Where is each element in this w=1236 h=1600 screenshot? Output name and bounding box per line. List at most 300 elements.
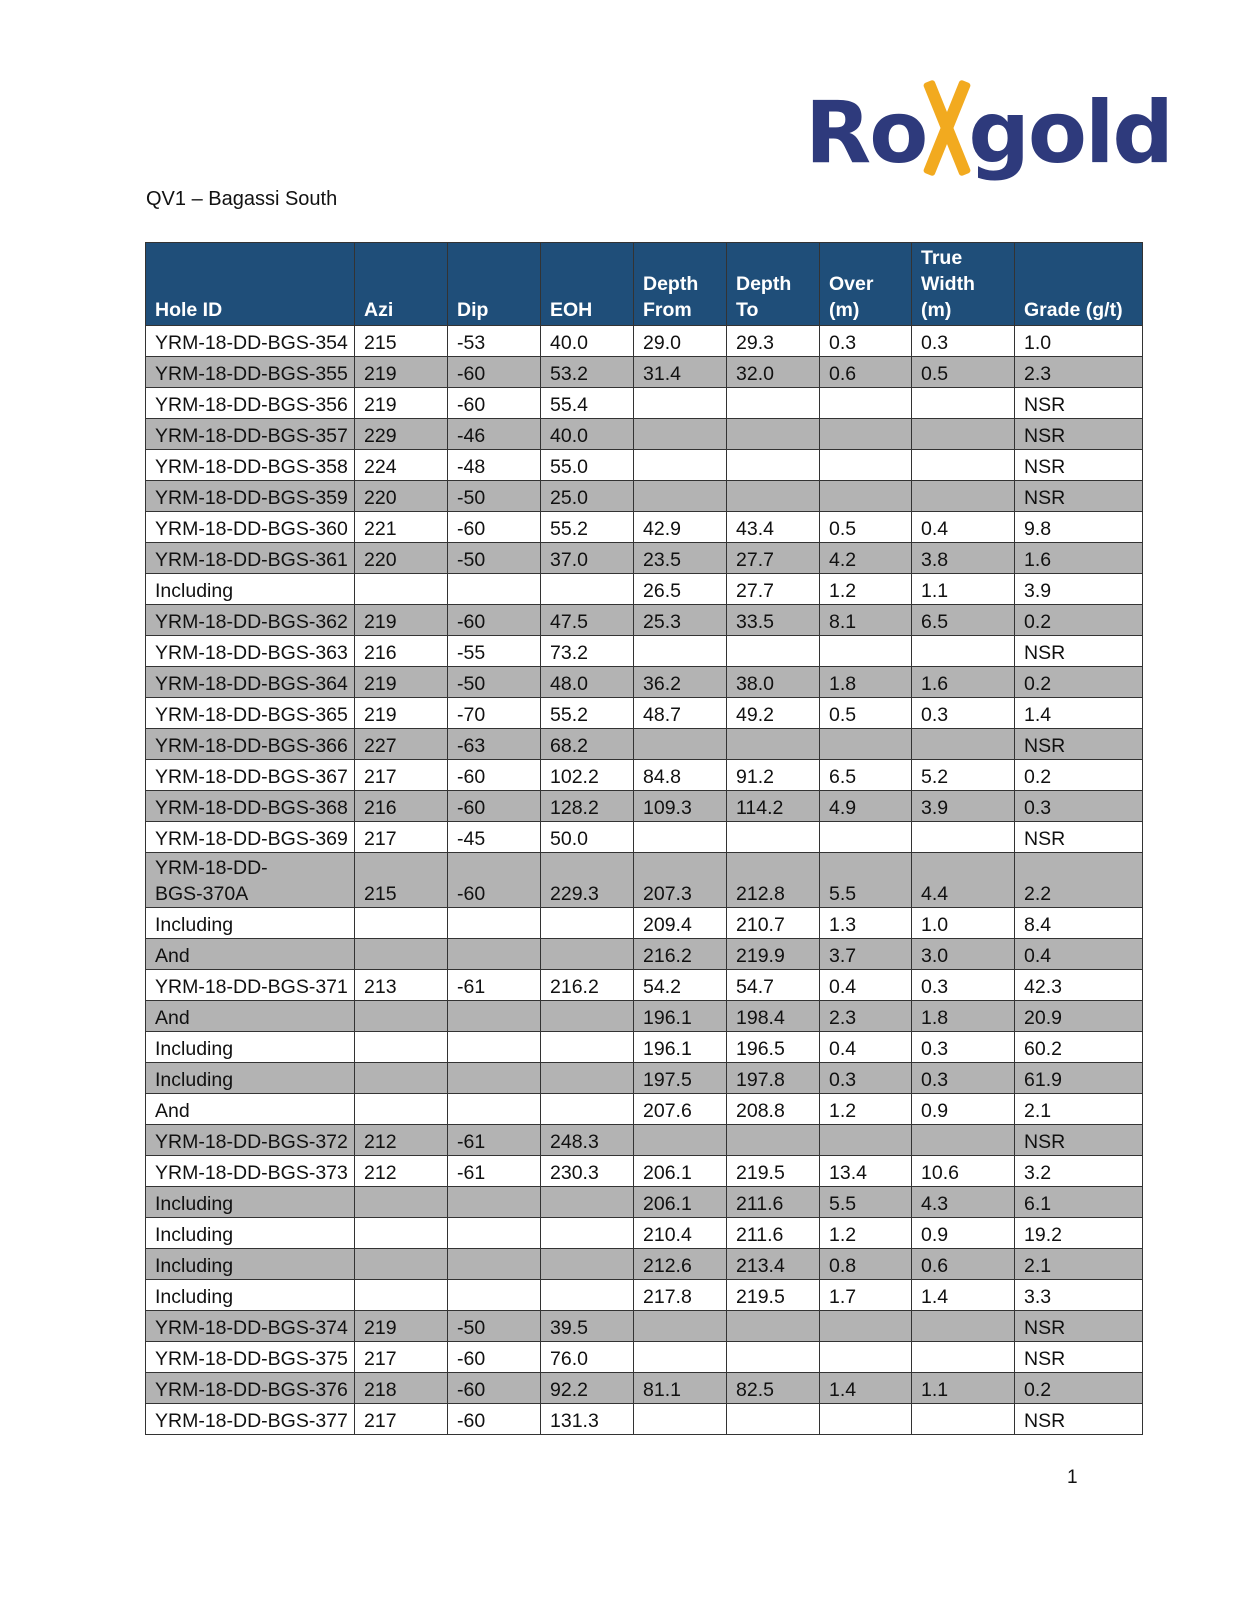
cell-depth-from: [634, 1404, 727, 1435]
cell-dip: [448, 908, 541, 939]
table-row: [146, 357, 1143, 388]
cell-dip: -60: [448, 388, 541, 419]
cell-true-width: [912, 1311, 1015, 1342]
cell-true-width: 4.3: [912, 1187, 1015, 1218]
cell-azi: [355, 1218, 448, 1249]
cell-grade: NSR: [1015, 636, 1143, 667]
cell-eoh: 55.2: [541, 698, 634, 729]
cell-depth-to: 38.0: [727, 667, 820, 698]
cell-grade: 0.2: [1015, 1373, 1143, 1404]
cell-over: [820, 636, 912, 667]
table-header-row: [146, 243, 1143, 326]
cell-true-width: 0.3: [912, 326, 1015, 357]
cell-depth-to: 219.9: [727, 939, 820, 970]
cell-depth-from: 197.5: [634, 1063, 727, 1094]
cell-eoh: [541, 1187, 634, 1218]
cell-depth-to: [727, 1311, 820, 1342]
cell-eoh: 248.3: [541, 1125, 634, 1156]
table-row: [146, 939, 1143, 970]
cell-true-width: 0.3: [912, 1032, 1015, 1063]
cell-eoh: 25.0: [541, 481, 634, 512]
cell-over: [820, 481, 912, 512]
cell-azi: [355, 1094, 448, 1125]
cell-azi: [355, 1249, 448, 1280]
cell-depth-to: [727, 388, 820, 419]
header-true-width: True Width (m): [912, 243, 1015, 326]
cell-dip: -50: [448, 543, 541, 574]
table-row: [146, 1280, 1143, 1311]
header-grade: Grade (g/t): [1015, 243, 1143, 326]
cell-grade: 19.2: [1015, 1218, 1143, 1249]
cell-grade: 60.2: [1015, 1032, 1143, 1063]
cell-hole-id: Including: [146, 574, 355, 605]
cell-azi: 219: [355, 1311, 448, 1342]
cell-grade: 0.2: [1015, 667, 1143, 698]
cell-dip: -63: [448, 729, 541, 760]
cell-dip: -60: [448, 1404, 541, 1435]
cell-eoh: 40.0: [541, 419, 634, 450]
cell-over: 1.4: [820, 1373, 912, 1404]
table-row: [146, 853, 1143, 908]
cell-depth-from: 48.7: [634, 698, 727, 729]
cell-azi: 216: [355, 791, 448, 822]
cell-depth-from: 23.5: [634, 543, 727, 574]
cell-depth-to: 114.2: [727, 791, 820, 822]
cell-over: [820, 1125, 912, 1156]
cell-azi: [355, 939, 448, 970]
cell-hole-id: And: [146, 1001, 355, 1032]
cell-true-width: 0.3: [912, 1063, 1015, 1094]
header-eoh: EOH: [541, 243, 634, 326]
cell-eoh: [541, 1032, 634, 1063]
cell-depth-from: 109.3: [634, 791, 727, 822]
cell-over: 1.3: [820, 908, 912, 939]
cell-hole-id: Including: [146, 1218, 355, 1249]
cell-depth-to: 196.5: [727, 1032, 820, 1063]
cell-depth-to: [727, 1404, 820, 1435]
cell-hole-id: YRM-18-DD-BGS-359: [146, 481, 355, 512]
cell-grade: 6.1: [1015, 1187, 1143, 1218]
cell-eoh: 55.4: [541, 388, 634, 419]
cell-depth-to: 29.3: [727, 326, 820, 357]
cell-depth-to: 49.2: [727, 698, 820, 729]
cell-hole-id: YRM-18-DD-BGS-354: [146, 326, 355, 357]
cell-grade: NSR: [1015, 1404, 1143, 1435]
table-row: [146, 388, 1143, 419]
cell-depth-from: 212.6: [634, 1249, 727, 1280]
cell-over: 1.2: [820, 1094, 912, 1125]
cell-grade: NSR: [1015, 388, 1143, 419]
cell-depth-to: 219.5: [727, 1156, 820, 1187]
cell-hole-id: YRM-18-DD-BGS-371: [146, 970, 355, 1001]
cell-azi: 219: [355, 605, 448, 636]
cell-eoh: 230.3: [541, 1156, 634, 1187]
cell-over: 0.4: [820, 1032, 912, 1063]
logo-text-gold: gold: [968, 83, 1172, 183]
cell-true-width: 1.1: [912, 1373, 1015, 1404]
cell-over: 0.8: [820, 1249, 912, 1280]
cell-azi: [355, 1032, 448, 1063]
cell-hole-id: YRM-18-DD-BGS-355: [146, 357, 355, 388]
cell-dip: -61: [448, 1125, 541, 1156]
cell-true-width: [912, 419, 1015, 450]
cell-dip: [448, 574, 541, 605]
cell-eoh: [541, 908, 634, 939]
cell-depth-from: 54.2: [634, 970, 727, 1001]
cell-grade: 42.3: [1015, 970, 1143, 1001]
table-row: [146, 822, 1143, 853]
table-row: [146, 1373, 1143, 1404]
cell-grade: 9.8: [1015, 512, 1143, 543]
cell-azi: 219: [355, 667, 448, 698]
header-depth-from: Depth From: [634, 243, 727, 326]
cell-over: 0.3: [820, 326, 912, 357]
cell-grade: 2.1: [1015, 1094, 1143, 1125]
cell-grade: 20.9: [1015, 1001, 1143, 1032]
cell-dip: -53: [448, 326, 541, 357]
cell-dip: [448, 939, 541, 970]
cell-hole-id: YRM-18-DD-BGS-369: [146, 822, 355, 853]
cell-depth-to: [727, 1125, 820, 1156]
cell-eoh: 229.3: [541, 853, 634, 908]
cell-eoh: 216.2: [541, 970, 634, 1001]
cell-over: 6.5: [820, 760, 912, 791]
cell-grade: 3.3: [1015, 1280, 1143, 1311]
cell-dip: -60: [448, 791, 541, 822]
cell-depth-to: 219.5: [727, 1280, 820, 1311]
table-row: [146, 760, 1143, 791]
table-row: [146, 908, 1143, 939]
cell-over: 0.4: [820, 970, 912, 1001]
cell-hole-id: Including: [146, 1032, 355, 1063]
table-row: [146, 1187, 1143, 1218]
cell-eoh: [541, 1280, 634, 1311]
cell-over: [820, 729, 912, 760]
cell-grade: NSR: [1015, 1125, 1143, 1156]
header-azi: Azi: [355, 243, 448, 326]
cell-depth-from: 196.1: [634, 1032, 727, 1063]
cell-dip: [448, 1001, 541, 1032]
cell-over: 1.8: [820, 667, 912, 698]
cell-dip: -45: [448, 822, 541, 853]
cell-true-width: 6.5: [912, 605, 1015, 636]
cell-hole-id: YRM-18-DD-BGS-356: [146, 388, 355, 419]
cell-hole-id: YRM-18-DD-BGS-372: [146, 1125, 355, 1156]
section-title: QV1 – Bagassi South: [146, 188, 338, 210]
table-row: [146, 1249, 1143, 1280]
table-body: [146, 326, 1143, 1435]
table-row: [146, 1032, 1143, 1063]
cell-dip: -61: [448, 970, 541, 1001]
cell-depth-from: 31.4: [634, 357, 727, 388]
cell-depth-from: 26.5: [634, 574, 727, 605]
table-row: [146, 1001, 1143, 1032]
cell-azi: [355, 1001, 448, 1032]
cell-depth-to: [727, 1342, 820, 1373]
cell-depth-to: 212.8: [727, 853, 820, 908]
cell-true-width: 1.8: [912, 1001, 1015, 1032]
cell-depth-from: 207.6: [634, 1094, 727, 1125]
cell-dip: [448, 1032, 541, 1063]
cell-true-width: 1.4: [912, 1280, 1015, 1311]
table-row: [146, 698, 1143, 729]
table-row: [146, 543, 1143, 574]
cell-true-width: [912, 1404, 1015, 1435]
cell-azi: [355, 574, 448, 605]
cell-grade: 0.2: [1015, 760, 1143, 791]
table-row: [146, 729, 1143, 760]
cell-eoh: 102.2: [541, 760, 634, 791]
cell-dip: [448, 1187, 541, 1218]
cell-dip: -50: [448, 1311, 541, 1342]
cell-depth-from: 210.4: [634, 1218, 727, 1249]
header-hole-id: Hole ID: [146, 243, 355, 326]
cell-dip: -50: [448, 481, 541, 512]
table-row: [146, 326, 1143, 357]
cell-depth-from: [634, 1311, 727, 1342]
cell-azi: 217: [355, 1404, 448, 1435]
cell-over: 8.1: [820, 605, 912, 636]
cell-depth-to: 197.8: [727, 1063, 820, 1094]
cell-hole-id: YRM-18-DD-BGS-367: [146, 760, 355, 791]
cell-depth-from: [634, 636, 727, 667]
cell-hole-id: And: [146, 1094, 355, 1125]
cell-grade: 1.0: [1015, 326, 1143, 357]
cell-true-width: 0.6: [912, 1249, 1015, 1280]
cell-depth-to: 208.8: [727, 1094, 820, 1125]
cell-true-width: [912, 450, 1015, 481]
cell-azi: [355, 1280, 448, 1311]
cell-eoh: 55.0: [541, 450, 634, 481]
cell-grade: 2.3: [1015, 357, 1143, 388]
cell-eoh: 47.5: [541, 605, 634, 636]
cell-hole-id: YRM-18-DD-BGS-377: [146, 1404, 355, 1435]
cell-over: [820, 388, 912, 419]
cell-hole-id: YRM-18-DD-BGS-364: [146, 667, 355, 698]
cell-hole-id: YRM-18-DD-BGS-362: [146, 605, 355, 636]
table-row: [146, 791, 1143, 822]
cell-grade: NSR: [1015, 822, 1143, 853]
table-row: [146, 1311, 1143, 1342]
cell-true-width: 10.6: [912, 1156, 1015, 1187]
cell-dip: [448, 1063, 541, 1094]
cell-true-width: 1.6: [912, 667, 1015, 698]
cell-depth-to: 198.4: [727, 1001, 820, 1032]
cell-dip: [448, 1094, 541, 1125]
cell-eoh: [541, 1001, 634, 1032]
cell-dip: -60: [448, 1373, 541, 1404]
cell-azi: 220: [355, 543, 448, 574]
cell-eoh: [541, 1249, 634, 1280]
cell-depth-to: [727, 419, 820, 450]
cell-depth-to: 43.4: [727, 512, 820, 543]
cell-grade: NSR: [1015, 450, 1143, 481]
cell-eoh: [541, 939, 634, 970]
cell-depth-to: 32.0: [727, 357, 820, 388]
cell-depth-from: 25.3: [634, 605, 727, 636]
cell-eoh: [541, 1063, 634, 1094]
logo-x-mark-icon: [924, 84, 966, 176]
table-row: [146, 667, 1143, 698]
roxgold-logo: [805, 70, 1172, 186]
table-row: [146, 481, 1143, 512]
cell-true-width: [912, 1342, 1015, 1373]
cell-depth-to: 91.2: [727, 760, 820, 791]
cell-depth-to: 82.5: [727, 1373, 820, 1404]
cell-true-width: 0.5: [912, 357, 1015, 388]
cell-hole-id: YRM-18-DD-BGS-376: [146, 1373, 355, 1404]
cell-depth-from: 196.1: [634, 1001, 727, 1032]
cell-hole-id: YRM-18-DD-BGS-373: [146, 1156, 355, 1187]
cell-depth-from: 217.8: [634, 1280, 727, 1311]
cell-depth-from: [634, 388, 727, 419]
table-row: [146, 1063, 1143, 1094]
cell-over: [820, 419, 912, 450]
cell-depth-to: [727, 450, 820, 481]
cell-depth-from: [634, 450, 727, 481]
cell-azi: [355, 1063, 448, 1094]
cell-azi: 221: [355, 512, 448, 543]
cell-hole-id: YRM-18-DD-BGS-360: [146, 512, 355, 543]
cell-dip: [448, 1249, 541, 1280]
cell-eoh: 48.0: [541, 667, 634, 698]
cell-hole-id: YRM-18-DD-BGS-363: [146, 636, 355, 667]
cell-eoh: 39.5: [541, 1311, 634, 1342]
page-number: 1: [1067, 1467, 1078, 1488]
cell-true-width: [912, 729, 1015, 760]
cell-hole-id: YRM-18-DD-BGS-374: [146, 1311, 355, 1342]
cell-over: 5.5: [820, 853, 912, 908]
cell-hole-id: YRM-18-DD-BGS-368: [146, 791, 355, 822]
cell-hole-id: YRM-18-DD-BGS-357: [146, 419, 355, 450]
cell-over: 4.2: [820, 543, 912, 574]
cell-eoh: 76.0: [541, 1342, 634, 1373]
cell-eoh: [541, 574, 634, 605]
cell-depth-to: 210.7: [727, 908, 820, 939]
cell-dip: -60: [448, 357, 541, 388]
cell-dip: [448, 1218, 541, 1249]
cell-depth-from: [634, 822, 727, 853]
cell-depth-to: 211.6: [727, 1218, 820, 1249]
cell-depth-from: [634, 729, 727, 760]
cell-depth-from: 42.9: [634, 512, 727, 543]
cell-azi: [355, 1187, 448, 1218]
cell-depth-from: [634, 419, 727, 450]
cell-depth-to: 33.5: [727, 605, 820, 636]
cell-true-width: [912, 822, 1015, 853]
cell-hole-id: Including: [146, 1187, 355, 1218]
table-row: [146, 1156, 1143, 1187]
cell-hole-id: YRM-18-DD-BGS-375: [146, 1342, 355, 1373]
cell-over: 0.5: [820, 698, 912, 729]
cell-true-width: [912, 1125, 1015, 1156]
cell-eoh: 92.2: [541, 1373, 634, 1404]
cell-over: [820, 1404, 912, 1435]
cell-grade: 2.2: [1015, 853, 1143, 908]
cell-true-width: 3.0: [912, 939, 1015, 970]
cell-depth-from: 216.2: [634, 939, 727, 970]
cell-depth-from: 29.0: [634, 326, 727, 357]
header-dip: Dip: [448, 243, 541, 326]
cell-grade: NSR: [1015, 1342, 1143, 1373]
cell-azi: 215: [355, 326, 448, 357]
cell-dip: -55: [448, 636, 541, 667]
cell-grade: 3.2: [1015, 1156, 1143, 1187]
cell-hole-id: Including: [146, 1063, 355, 1094]
cell-depth-to: 213.4: [727, 1249, 820, 1280]
cell-true-width: 3.8: [912, 543, 1015, 574]
cell-true-width: 0.4: [912, 512, 1015, 543]
cell-eoh: 37.0: [541, 543, 634, 574]
cell-azi: 220: [355, 481, 448, 512]
cell-depth-to: [727, 822, 820, 853]
cell-azi: 219: [355, 357, 448, 388]
cell-true-width: 0.3: [912, 698, 1015, 729]
cell-dip: -60: [448, 853, 541, 908]
cell-eoh: 50.0: [541, 822, 634, 853]
cell-grade: 0.4: [1015, 939, 1143, 970]
cell-eoh: 131.3: [541, 1404, 634, 1435]
cell-depth-from: [634, 1342, 727, 1373]
cell-true-width: 0.9: [912, 1094, 1015, 1125]
cell-azi: [355, 908, 448, 939]
cell-eoh: 55.2: [541, 512, 634, 543]
cell-azi: 219: [355, 698, 448, 729]
cell-grade: 8.4: [1015, 908, 1143, 939]
cell-grade: 0.2: [1015, 605, 1143, 636]
cell-azi: 224: [355, 450, 448, 481]
table-row: [146, 1125, 1143, 1156]
cell-grade: 1.6: [1015, 543, 1143, 574]
cell-grade: 3.9: [1015, 574, 1143, 605]
cell-depth-from: [634, 481, 727, 512]
cell-azi: 229: [355, 419, 448, 450]
cell-dip: -60: [448, 760, 541, 791]
cell-hole-id: And: [146, 939, 355, 970]
table-row: [146, 450, 1143, 481]
cell-over: 1.2: [820, 1218, 912, 1249]
cell-over: 1.2: [820, 574, 912, 605]
cell-hole-id: Including: [146, 1280, 355, 1311]
cell-dip: -70: [448, 698, 541, 729]
cell-depth-to: 54.7: [727, 970, 820, 1001]
table-row: [146, 1404, 1143, 1435]
cell-depth-to: [727, 481, 820, 512]
cell-eoh: 40.0: [541, 326, 634, 357]
header-depth-to: Depth To: [727, 243, 820, 326]
cell-azi: 218: [355, 1373, 448, 1404]
cell-dip: -60: [448, 512, 541, 543]
cell-over: 5.5: [820, 1187, 912, 1218]
table-row: [146, 1218, 1143, 1249]
cell-azi: 217: [355, 1342, 448, 1373]
cell-eoh: [541, 1218, 634, 1249]
cell-azi: 227: [355, 729, 448, 760]
cell-depth-to: [727, 636, 820, 667]
cell-dip: -48: [448, 450, 541, 481]
cell-depth-from: 84.8: [634, 760, 727, 791]
cell-depth-to: [727, 729, 820, 760]
cell-azi: 213: [355, 970, 448, 1001]
cell-grade: 2.1: [1015, 1249, 1143, 1280]
cell-grade: 1.4: [1015, 698, 1143, 729]
cell-hole-id: YRM-18-DD-BGS-366: [146, 729, 355, 760]
cell-over: 4.9: [820, 791, 912, 822]
cell-over: [820, 822, 912, 853]
cell-grade: 61.9: [1015, 1063, 1143, 1094]
cell-depth-from: 36.2: [634, 667, 727, 698]
cell-depth-from: 209.4: [634, 908, 727, 939]
